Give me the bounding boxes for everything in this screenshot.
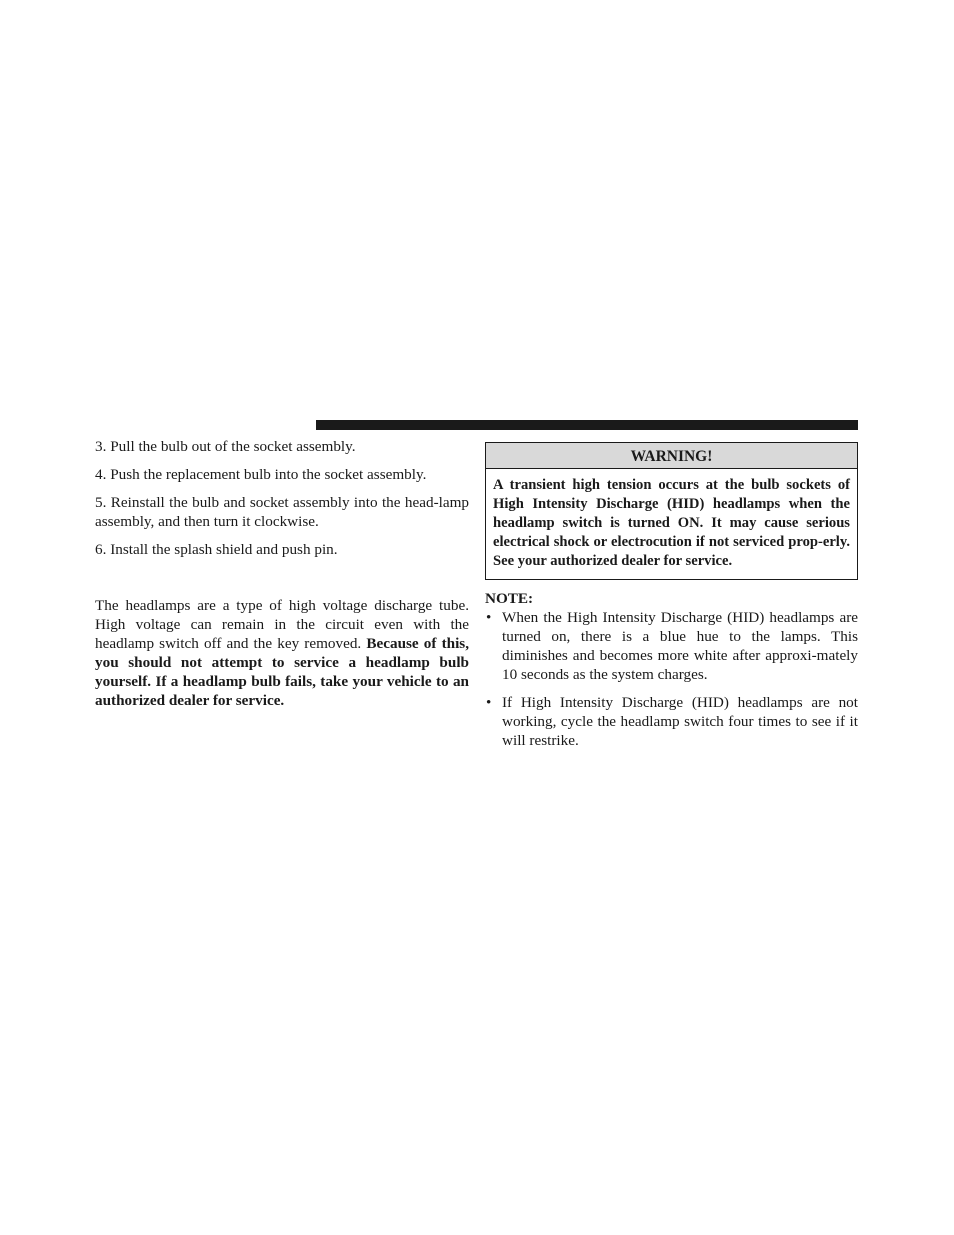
- step-6: 6. Install the splash shield and push pin.: [95, 541, 338, 558]
- left-column: [95, 437, 469, 710]
- note-item-text: If High Intensity Discharge (HID) headlamps are not working, cycle the headlamp switch four times to see if it will restrike.: [502, 694, 858, 749]
- step-3: 3. Pull the bulb out of the socket assembly.: [95, 438, 356, 455]
- note-list: [485, 608, 858, 750]
- section-header-bar: [316, 420, 858, 430]
- section-spacer: [95, 568, 469, 596]
- right-column: [485, 442, 858, 759]
- step-4: 4. Push the replacement bulb into the socket assembly.: [95, 466, 427, 483]
- note-item: [485, 608, 858, 684]
- warning-title: WARNING!: [486, 443, 857, 469]
- note-label: NOTE:: [485, 590, 534, 607]
- note-item-text: When the High Intensity Discharge (HID) headlamps are turned on, there is a blue hue to the lamps. This diminishes and becomes more white after approxi-mately 10 seconds as the system charges.: [502, 609, 858, 683]
- note-item: [485, 693, 858, 750]
- hid-paragraph-text: The headlamps are a type of high voltage discharge tube. High voltage can remain in the circuit even with the headlamp switch off and the key removed.: [95, 597, 469, 652]
- warning-text: A transient high tension occurs at the bulb sockets of High Intensity Discharge (HID) headlamps when the headlamp switch is turned ON. It may cause serious electrical shock or electrocution if not serviced prop-erly. See your authorized dealer for service.: [493, 477, 850, 569]
- hid-paragraph: [95, 596, 469, 710]
- step-5: 5. Reinstall the bulb and socket assembly into the head-lamp assembly, and then turn it clockwise.: [95, 494, 469, 530]
- warning-box: [485, 442, 858, 580]
- bullet-icon: •: [486, 694, 492, 711]
- bullet-icon: •: [486, 609, 492, 626]
- hid-paragraph-bold-text: Because of this, you should not attempt to service a headlamp bulb yourself. If a headlamp bulb fails, take your vehicle to an authorized dealer for service.: [95, 635, 469, 709]
